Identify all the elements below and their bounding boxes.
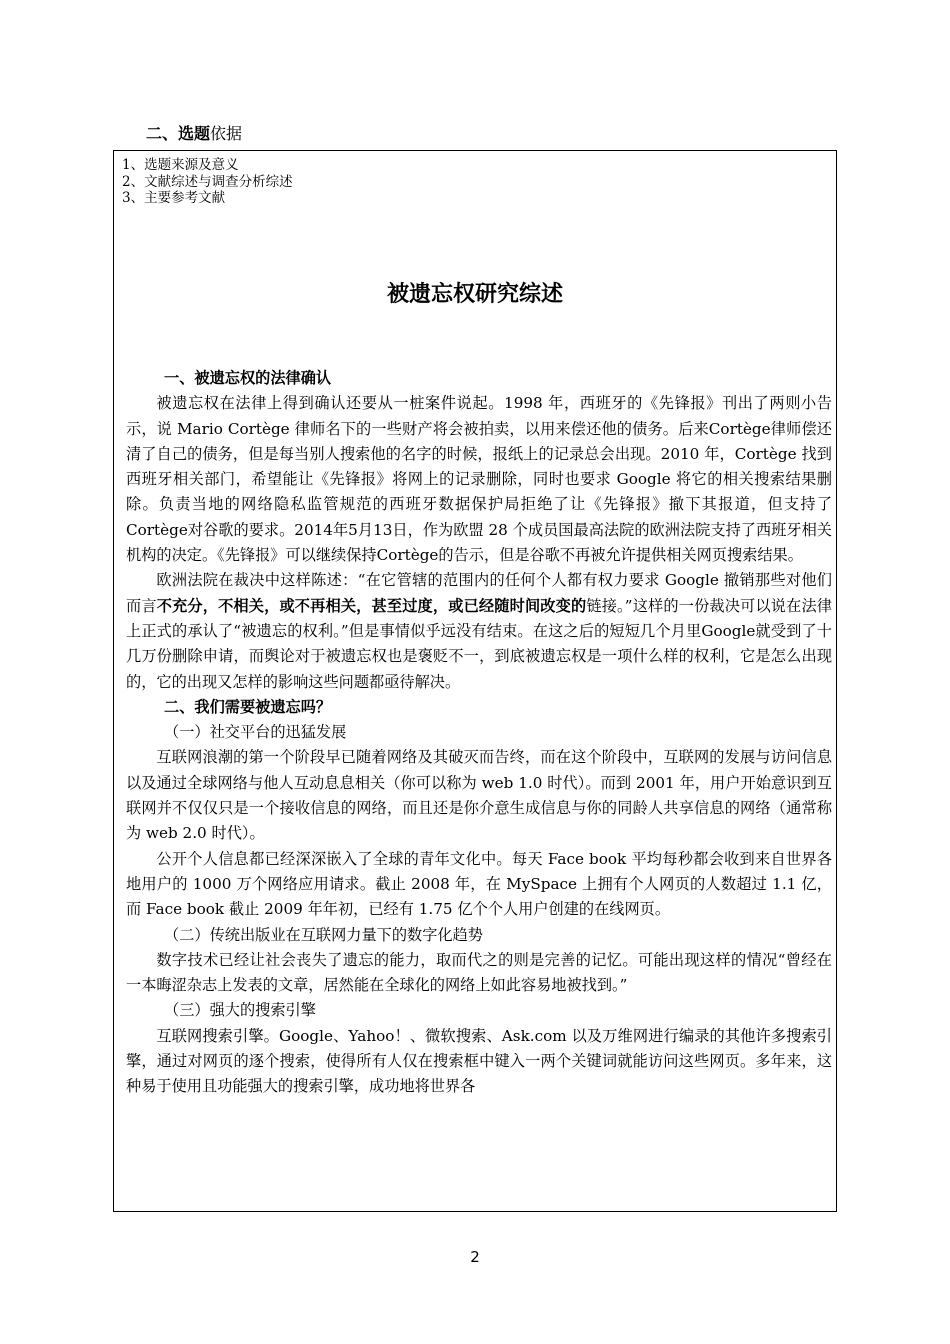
paragraph-digital-memory: 数字技术已经让社会丧失了遗忘的能力，取而代之的则是完善的记忆。可能出现这样的情况“曾经在一本晦涩杂志上发表的文章，居然能在全球化的网络上如此容易地被找到。”	[126, 950, 832, 995]
document-body	[126, 366, 832, 1100]
paragraph-case-history: 被遗忘权在法律上得到确认还要从一桩案件说起。1998 年，西班牙的《先锋报》刊出了两则小告示，说 Mario Cortège 律师名下的一些财产将会被拍卖，以用来偿还他的债务。后来Cortège律师偿还清了自己的债务，但是每当别人搜索他的名字的时候，报纸上的记录总会出现。2010 年，Cortège 找到西班牙相关部门，希望能让《先锋报》将网上的记录删除，同时也要求 Google 将它的相关搜索结果删除。负责当地的网络隐私监管规范的西班牙数据保护局拒绝了让《先锋报》撤下其报道，但支持了Cortège对谷歌的要求。2014年5月13日，作为欧盟 28 个成员国最高法院的欧洲法院支持了西班牙相关机构的决定。《先锋报》可以继续保持Cortège的告示，但是谷歌不再被允许提供相关网页搜索结果。	[126, 394, 832, 565]
intro-list-item: 3、主要参考文献	[122, 190, 226, 206]
ruling-text-a: 欧洲法院在裁决中这样陈述：“在它管辖的范围内的任何个人都有权力要求 Google 撤销那些对他们而言	[126, 571, 832, 615]
intro-list-item: 2、文献综述与调查分析综述	[122, 173, 293, 190]
document-title: 被遗忘权研究综述	[386, 282, 563, 307]
ruling-text-b: 链接。”这样的一份裁决可以说在法律上正式的承认了“被遗忘的权利。”但是事情似乎远没有结束。在这之后的短短几个月里Google就受到了十几万份删除申请，而舆论对于被遗忘权也是褒贬不一，到底被遗忘权是一项什么样的权利，它是怎么出现的，它的出现又怎样的影响这些问题都亟待解决。	[126, 596, 833, 691]
page-number: 2	[470, 1248, 480, 1266]
subheading-publishing-digitization: （二）传统出版业在互联网力量下的数字化趋势	[164, 925, 483, 944]
intro-list-item: 1、选题来源及意义	[122, 157, 239, 173]
heading-need-to-forget: 二、我们需要被遗忘吗？	[164, 697, 332, 716]
intro-list	[122, 157, 293, 207]
paragraph-court-ruling	[126, 568, 832, 694]
paragraph-web-eras: 互联网浪潮的第一个阶段早已随着网络及其破灭而告终，而在这个阶段中，互联网的发展与访问信息以及通过全球网络与他人互动息息相关（你可以称为 web 1.0 时代）。而到 2001 年，用户开始意识到互联网并不仅仅只是一个接收信息的网络，而且还是你介意生成信息与你的同龄人共享信息的网络（通常称为 web 2.0 时代）。	[126, 748, 832, 843]
ruling-text-bold: 不充分，不相关，或不再相关，甚至过度，或已经随时间改变的	[156, 596, 587, 615]
paragraph-personal-info: 公开个人信息都已经深深嵌入了全球的青年文化中。每天 Face book 平均每秒都会收到来自世界各地用户的 1000 万个网络应用请求。截止 2008 年，在 MySpace 上拥有个人网页的人数超过 1.1 亿，而 Face book 截止 2009 年年初，已经有 1.75 亿个个人用户创建的在线网页。	[126, 849, 832, 919]
content-frame	[113, 150, 837, 1212]
section-heading	[146, 124, 242, 144]
subheading-social-platforms: （一）社交平台的迅猛发展	[164, 723, 347, 742]
heading-legal-confirmation: 一、被遗忘权的法律确认	[164, 369, 332, 387]
section-heading-bold: 二、选题	[146, 124, 211, 143]
subheading-search-engines: （三）强大的搜索引擎	[164, 1001, 316, 1020]
section-heading-normal: 依据	[210, 124, 243, 143]
paragraph-search-engines: 互联网搜索引擎。Google、Yahoo！、微软搜索、Ask.com 以及万维网进行编录的其他许多搜索引擎，通过对网页的逐个搜索，使得所有人仅在搜索框中键入一两个关键词就能访问这些网页。多年来，这种易于使用且功能强大的搜索引擎，成功地将世界各	[126, 1026, 832, 1096]
